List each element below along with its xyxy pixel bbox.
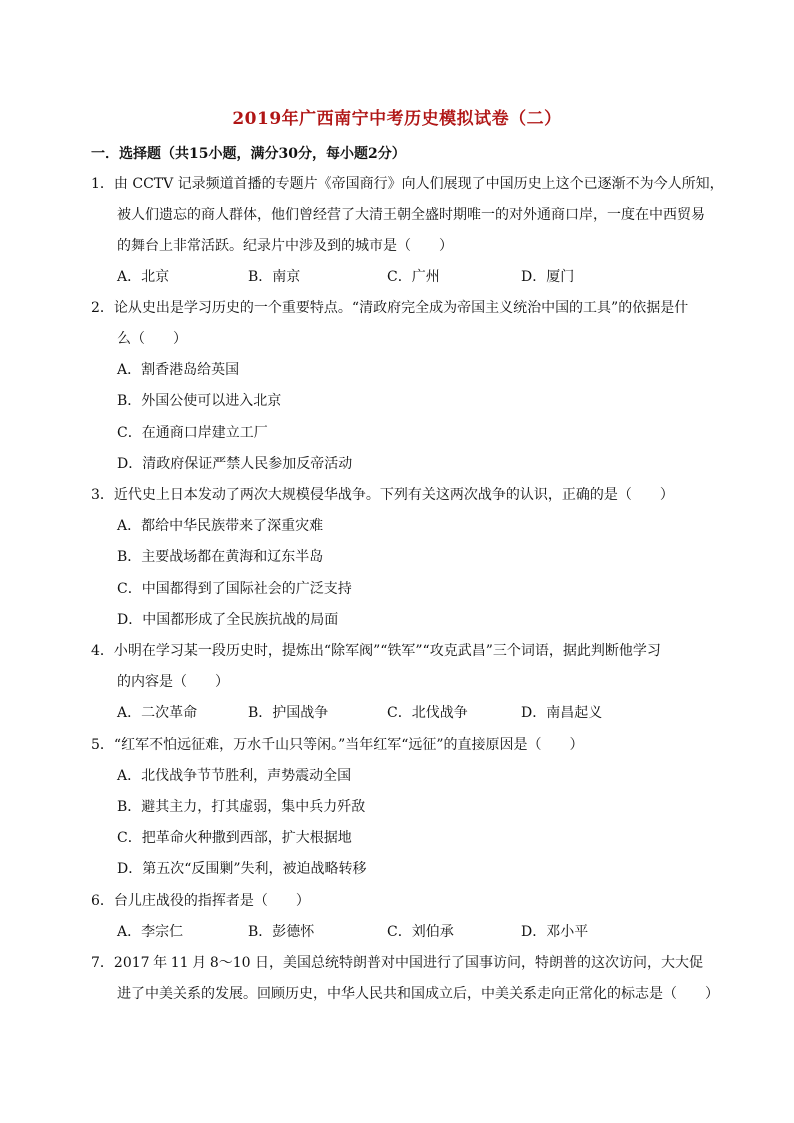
section-heading: 一．选择题（共15小题，满分30分，每小题2分） bbox=[91, 146, 406, 162]
question-5-option-d: D．第五次“反围剿”失利，被迫战略转移 bbox=[117, 861, 367, 877]
question-3-option-a: A．都给中华民族带来了深重灾难 bbox=[117, 518, 324, 534]
question-4-option-d: D．南昌起义 bbox=[521, 705, 603, 721]
question-5-option-c: C．把革命火种撒到西部，扩大根据地 bbox=[117, 830, 352, 846]
question-2-option-c: C．在通商口岸建立工厂 bbox=[117, 425, 268, 441]
question-1-option-b: B．南京 bbox=[248, 269, 301, 285]
question-5-option-a: A．北伐战争节节胜利，声势震动全国 bbox=[117, 768, 352, 784]
question-7-line-1 bbox=[91, 953, 703, 973]
question-2-line-2: 么（ ） bbox=[117, 331, 187, 347]
question-6-option-d: D．邓小平 bbox=[521, 924, 589, 940]
question-5-option-b: B．避其主力，打其虚弱，集中兵力歼敌 bbox=[117, 799, 366, 815]
question-7-line-1-part-2: 年 bbox=[153, 955, 168, 971]
question-6-option-a: A．李宗仁 bbox=[117, 924, 184, 940]
question-4-line-2: 的内容是（ ） bbox=[117, 674, 229, 690]
question-6-line-1: 6．台儿庄战役的指挥者是（ ） bbox=[91, 893, 310, 909]
question-4-option-b: B．护国战争 bbox=[248, 705, 329, 721]
question-2-option-d: D．清政府保证严禁人民参加反帝活动 bbox=[117, 456, 353, 472]
question-1-option-a: A．北京 bbox=[117, 269, 170, 285]
question-1-line-3: 的舞台上非常活跃。纪录片中涉及到的城市是（ ） bbox=[117, 238, 453, 254]
question-2-option-a: A．割香港岛给英国 bbox=[117, 362, 240, 378]
question-6-option-c: C．刘伯承 bbox=[387, 924, 454, 940]
question-7-line-1-part-5: 8～10 日，美国总统特朗普对中国进行了国事访问，特朗普的这次访问，大大促 bbox=[209, 955, 703, 971]
exam-title: 2019年广西南宁中考历史模拟试卷（二） bbox=[232, 109, 562, 129]
question-3-option-d: D．中国都形成了全民族抗战的局面 bbox=[117, 612, 339, 628]
question-3-line-1: 3．近代史上日本发动了两次大规模侵华战争。下列有关这两次战争的认识，正确的是（ ） bbox=[91, 487, 674, 503]
question-2-line-1: 2．论从史出是学习历史的一个重要特点。“清政府完全成为帝国主义统治中国的工具”的依据是什 bbox=[91, 300, 689, 316]
question-3-option-b: B．主要战场都在黄海和辽东半岛 bbox=[117, 549, 324, 565]
question-7-line-2: 进了中美关系的发展。回顾历史，中华人民共和国成立后，中美关系走向正常化的标志是（ ） bbox=[117, 986, 719, 1002]
question-1-line-1: 1．由 CCTV 记录频道首播的专题片《帝国商行》向人们展现了中国历史上这个已逐渐不为今人所知， bbox=[91, 176, 724, 192]
question-7-line-1-part-1: 7．2017 bbox=[91, 955, 150, 971]
question-4-option-a: A．二次革命 bbox=[117, 705, 198, 721]
question-6-option-b: B．彭德怀 bbox=[248, 924, 315, 940]
question-2-option-b: B．外国公使可以进入北京 bbox=[117, 393, 282, 409]
question-1-line-2: 被人们遗忘的商人群体，他们曾经营了大清王朝全盛时期唯一的对外通商口岸，一度在中西贸易 bbox=[117, 207, 705, 223]
question-5-line-1: 5．“红军不怕远征难，万水千山只等闲。”当年红军“远征”的直接原因是（ ） bbox=[91, 737, 584, 753]
question-4-line-1: 4．小明在学习某一段历史时，提炼出“除军阀”“铁军”“攻克武昌”三个词语，据此判断他学习 bbox=[91, 643, 661, 659]
question-1-option-d: D．厦门 bbox=[521, 269, 575, 285]
question-7-line-1-part-4: 月 bbox=[192, 955, 207, 971]
question-4-option-c: C．北伐战争 bbox=[387, 705, 468, 721]
question-1-option-c: C．广州 bbox=[387, 269, 440, 285]
question-7-line-1-part-3: 11 bbox=[170, 955, 189, 971]
question-3-option-c: C．中国都得到了国际社会的广泛支持 bbox=[117, 581, 352, 597]
